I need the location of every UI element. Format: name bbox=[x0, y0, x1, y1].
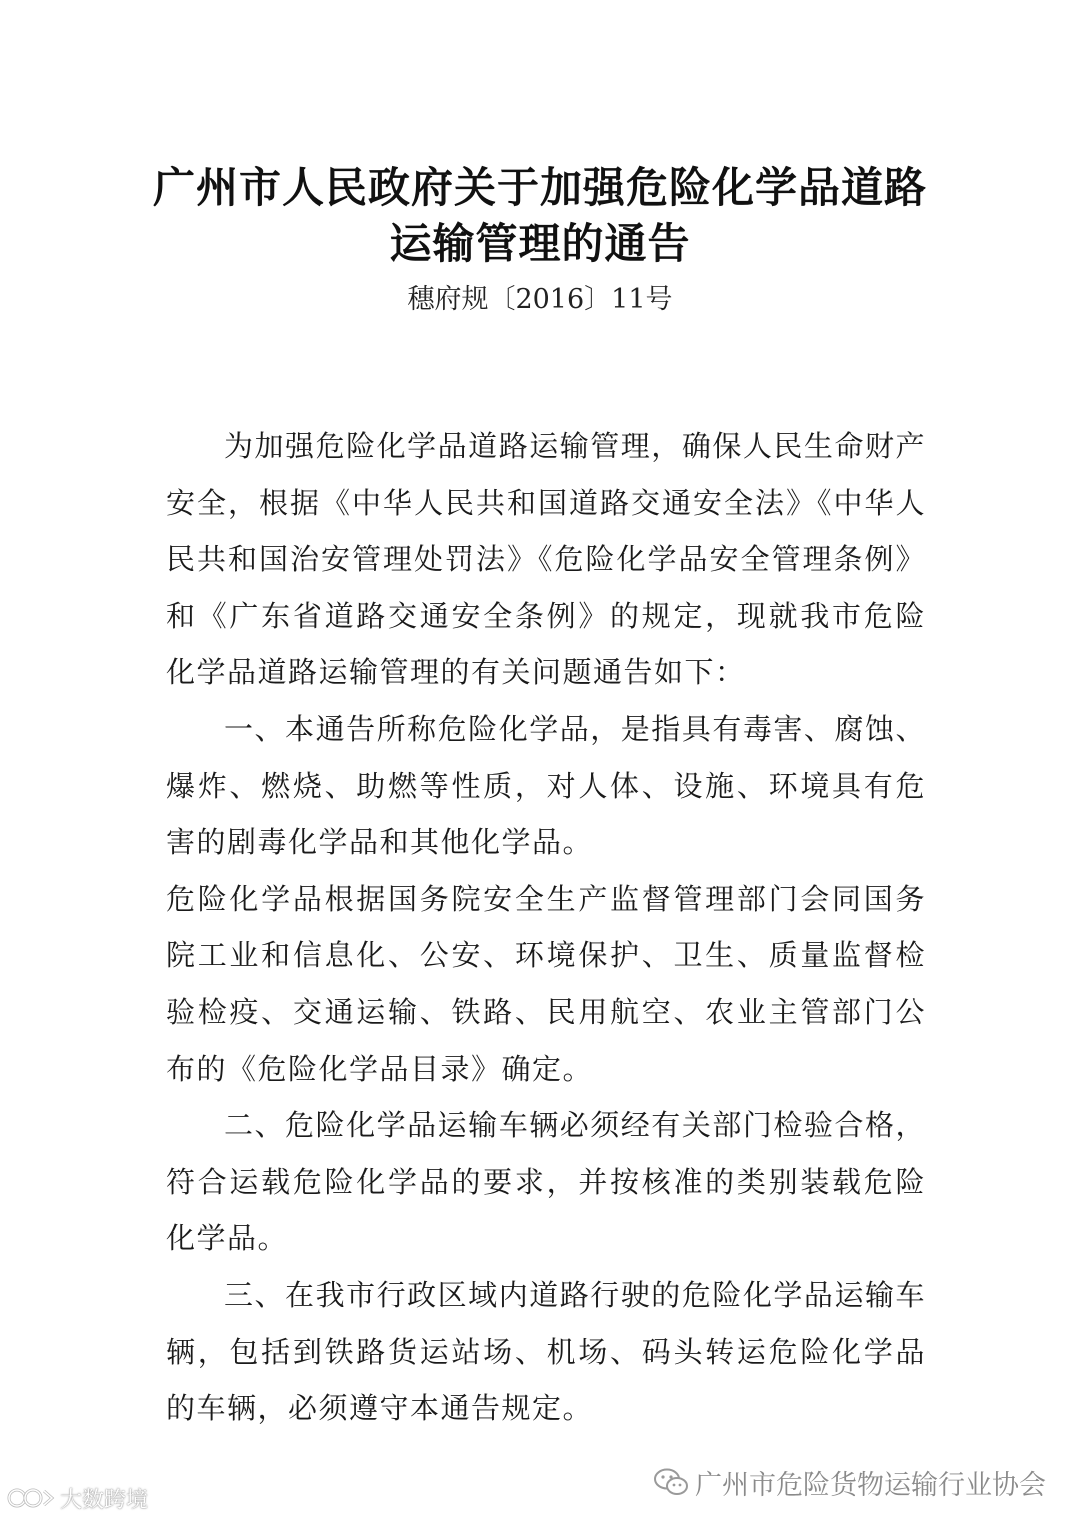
paragraph-preamble: 为加强危险化学品道路运输管理，确保人民生命财产安全，根据《中华人民共和国道路交通安全法》《中华人民共和国治安管理处罚法》《危险化学品安全管理条例》和《广东省道路交通安全条例》的规定，现就我市危险化学品道路运输管理的有关问题通告如下： bbox=[166, 429, 926, 690]
wechat-account-watermark bbox=[653, 1462, 1046, 1502]
document-title-line-2: 运输管理的通告 bbox=[389, 219, 691, 268]
paragraph-article-2: 二、危险化学品运输车辆必须经有关部门检验合格，符合运载危险化学品的要求，并按核准的类别装载危险化学品。 bbox=[166, 1108, 926, 1256]
paragraph-article-1-note: 危险化学品根据国务院安全生产监督管理部门会同国务院工业和信息化、公安、环境保护、卫生、质量监督检验检疫、交通运输、铁路、民用航空、农业主管部门公布的《危险化学品目录》确定。 bbox=[166, 881, 926, 1086]
document-body bbox=[166, 418, 926, 1437]
site-name: 大数跨境 bbox=[60, 1487, 149, 1513]
document-number: 穗府规〔2016〕11号 bbox=[407, 284, 673, 315]
paragraph-article-3: 三、在我市行政区域内道路行驶的危险化学品运输车辆，包括到铁路货运站场、机场、码头转运危险化学品的车辆，必须遵守本通告规定。 bbox=[166, 1277, 926, 1426]
logo-icon bbox=[6, 1483, 58, 1513]
wechat-icon bbox=[653, 1467, 689, 1497]
site-watermark bbox=[6, 1478, 148, 1518]
paragraph-article-1: 一、本通告所称危险化学品，是指具有毒害、腐蚀、爆炸、燃烧、助燃等性质，对人体、设施、环境具有危害的剧毒化学品和其他化学品。 bbox=[166, 711, 926, 860]
document-title-line-1: 广州市人民政府关于加强危险化学品道路 bbox=[152, 163, 927, 212]
wechat-account-name: 广州市危险货物运输行业协会 bbox=[695, 1469, 1046, 1501]
